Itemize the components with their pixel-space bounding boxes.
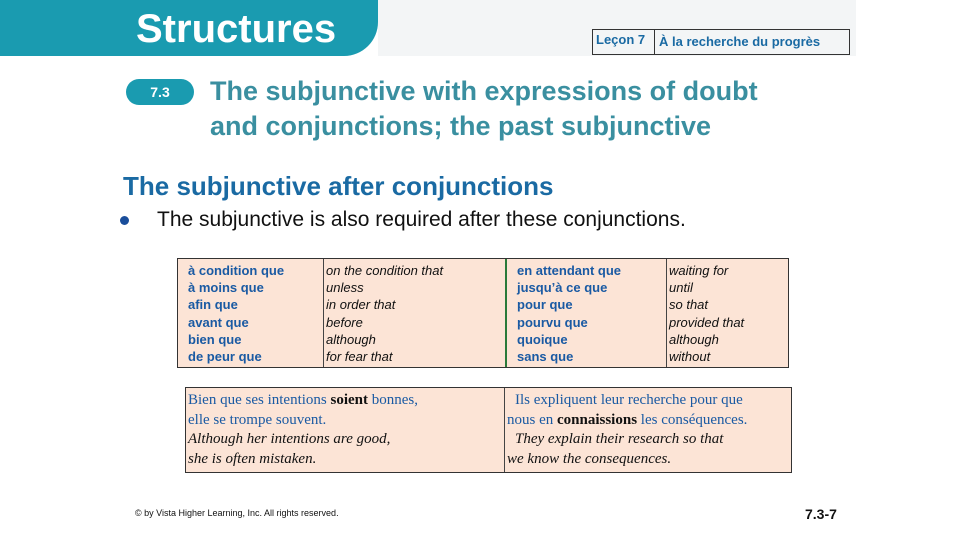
example-left	[186, 388, 505, 472]
lesson-title: À la recherche du progrès	[659, 34, 821, 49]
conj-fr: de peur que	[188, 349, 262, 365]
conj-right-english-column	[667, 259, 788, 367]
banner-title: Structures	[136, 7, 337, 51]
subheading: The subjunctive after conjunctions	[123, 171, 554, 201]
example-en-line: she is often mistaken.	[188, 450, 317, 467]
example-en-line: we know the consequences.	[507, 450, 672, 467]
example-en-line: Although her intentions are good,	[188, 431, 391, 447]
section-title-line1: The subjunctive with expressions of doubt	[210, 76, 758, 106]
conj-en: provided that	[669, 314, 745, 330]
examples-table	[185, 387, 792, 473]
section-number-badge: 7.3	[126, 79, 194, 105]
conjunctions-table	[177, 258, 789, 368]
example-fr-text: bonnes,	[368, 392, 418, 408]
example-right	[505, 388, 791, 472]
example-fr-line	[507, 411, 789, 431]
conj-right-french-column	[507, 259, 667, 367]
example-verb: connaissions	[557, 411, 638, 428]
conj-left-english-column	[324, 259, 507, 367]
bullet-item	[120, 208, 686, 232]
example-en-line: They explain their research so that	[515, 431, 724, 447]
copyright: © by Vista Higher Learning, Inc. All rights reserved.	[135, 508, 339, 518]
slide-number: 7.3-7	[805, 506, 837, 522]
conj-fr: à moins que	[188, 280, 264, 296]
conj-en: so that	[669, 297, 709, 313]
conj-en: on the condition that	[326, 263, 444, 278]
example-fr-text: nous en	[507, 411, 557, 428]
conj-fr: avant que	[188, 314, 249, 330]
conj-en: although	[326, 331, 376, 347]
example-fr-line: Ils expliquent leur recherche pour que	[515, 392, 743, 408]
example-verb: soient	[330, 392, 368, 408]
conj-fr: afin que	[188, 297, 238, 313]
conj-fr: quoique	[517, 331, 568, 347]
conj-fr: bien que	[188, 331, 242, 347]
conj-en: for fear that	[326, 349, 393, 365]
conj-en: in order that	[326, 297, 396, 313]
example-fr-text: les conséquences.	[637, 411, 748, 428]
conj-fr: jusqu’à ce que	[517, 280, 608, 296]
section-title	[210, 74, 850, 144]
example-fr-line: elle se trompe souvent.	[188, 411, 327, 428]
section-title-line2: and conjunctions; the past subjunctive	[210, 111, 712, 141]
conj-fr: en attendant que	[517, 263, 622, 278]
conj-en: unless	[326, 280, 364, 296]
example-fr-line	[188, 391, 502, 411]
bullet-icon	[120, 216, 129, 225]
conj-fr: à condition que	[188, 263, 285, 278]
conj-en: until	[669, 280, 693, 296]
bullet-text: The subjunctive is also required after these conjunctions.	[157, 208, 686, 231]
conj-en: although	[669, 331, 719, 347]
conj-left-french-column	[178, 259, 324, 367]
conj-fr: pour que	[517, 297, 573, 313]
lesson-number: Leçon 7	[593, 30, 655, 54]
example-fr-text: Bien que ses intentions	[188, 392, 331, 408]
conj-en: without	[669, 349, 711, 365]
conj-fr: pourvu que	[517, 314, 588, 330]
conj-fr: sans que	[517, 349, 574, 365]
conj-en: waiting for	[669, 263, 729, 278]
lesson-box	[592, 29, 850, 55]
conj-en: before	[326, 314, 363, 330]
